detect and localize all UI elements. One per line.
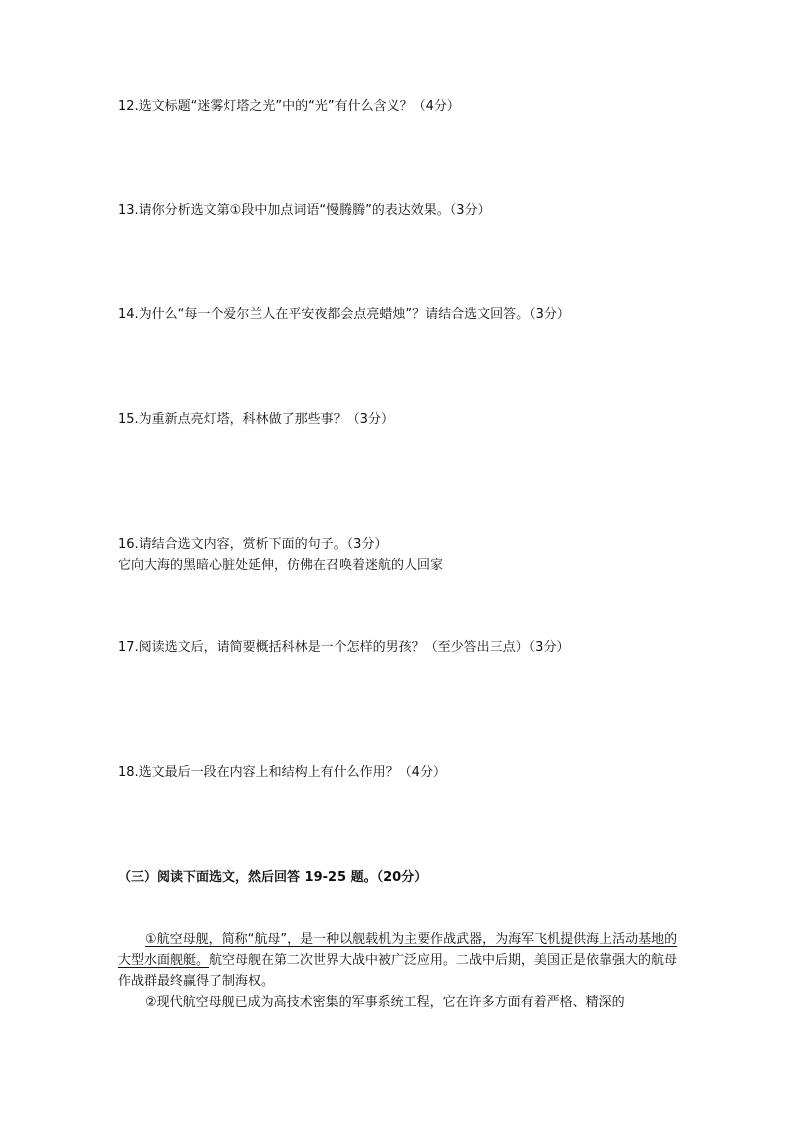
- question-13: 13.请你分析选文第①段中加点词语“慢腾腾”的表达效果。（3分）: [118, 203, 491, 218]
- passage-paragraph-1: [118, 929, 678, 992]
- paragraph-1-rest: 航空母舰在第二次世界大战中被广泛应用。二战中后期，美国正是依靠强大的航母作战群最终赢得了制海权。: [118, 953, 678, 989]
- question-17: 17.阅读选文后，请简要概括科林是一个怎样的男孩？（至少答出三点）（3分）: [118, 640, 570, 655]
- question-15: 15.为重新点亮灯塔，科林做了那些事？（3分）: [118, 412, 394, 427]
- underlined-definition: ①航空母舰，简称“航母”，是一种以舰载机为主要作战武器，为海军飞机提供海上活动基地的大型水面舰艇。: [118, 932, 678, 968]
- section-heading: （三）阅读下面选文，然后回答 19-25 题。（20分）: [118, 870, 428, 885]
- question-16: 16.请结合选文内容，赏析下面的句子。（3分）: [118, 537, 388, 552]
- paragraph-2-text: ②现代航空母舰已成为高技术密集的军事系统工程，它在许多方面有着严格、精深的: [145, 995, 625, 1010]
- question-18: 18.选文最后一段在内容上和结构上有什么作用？（4分）: [118, 765, 446, 780]
- question-16-sentence: 它向大海的黑暗心脏处延伸，仿佛在召唤着迷航的人回家: [118, 558, 444, 573]
- question-14: 14.为什么“每一个爱尔兰人在平安夜都会点亮蜡烛”？请结合选文回答。（3分）: [118, 307, 570, 322]
- passage-paragraph-2: [118, 992, 678, 1013]
- question-12: 12.选文标题“迷雾灯塔之光”中的“光”有什么含义？（4分）: [118, 99, 460, 114]
